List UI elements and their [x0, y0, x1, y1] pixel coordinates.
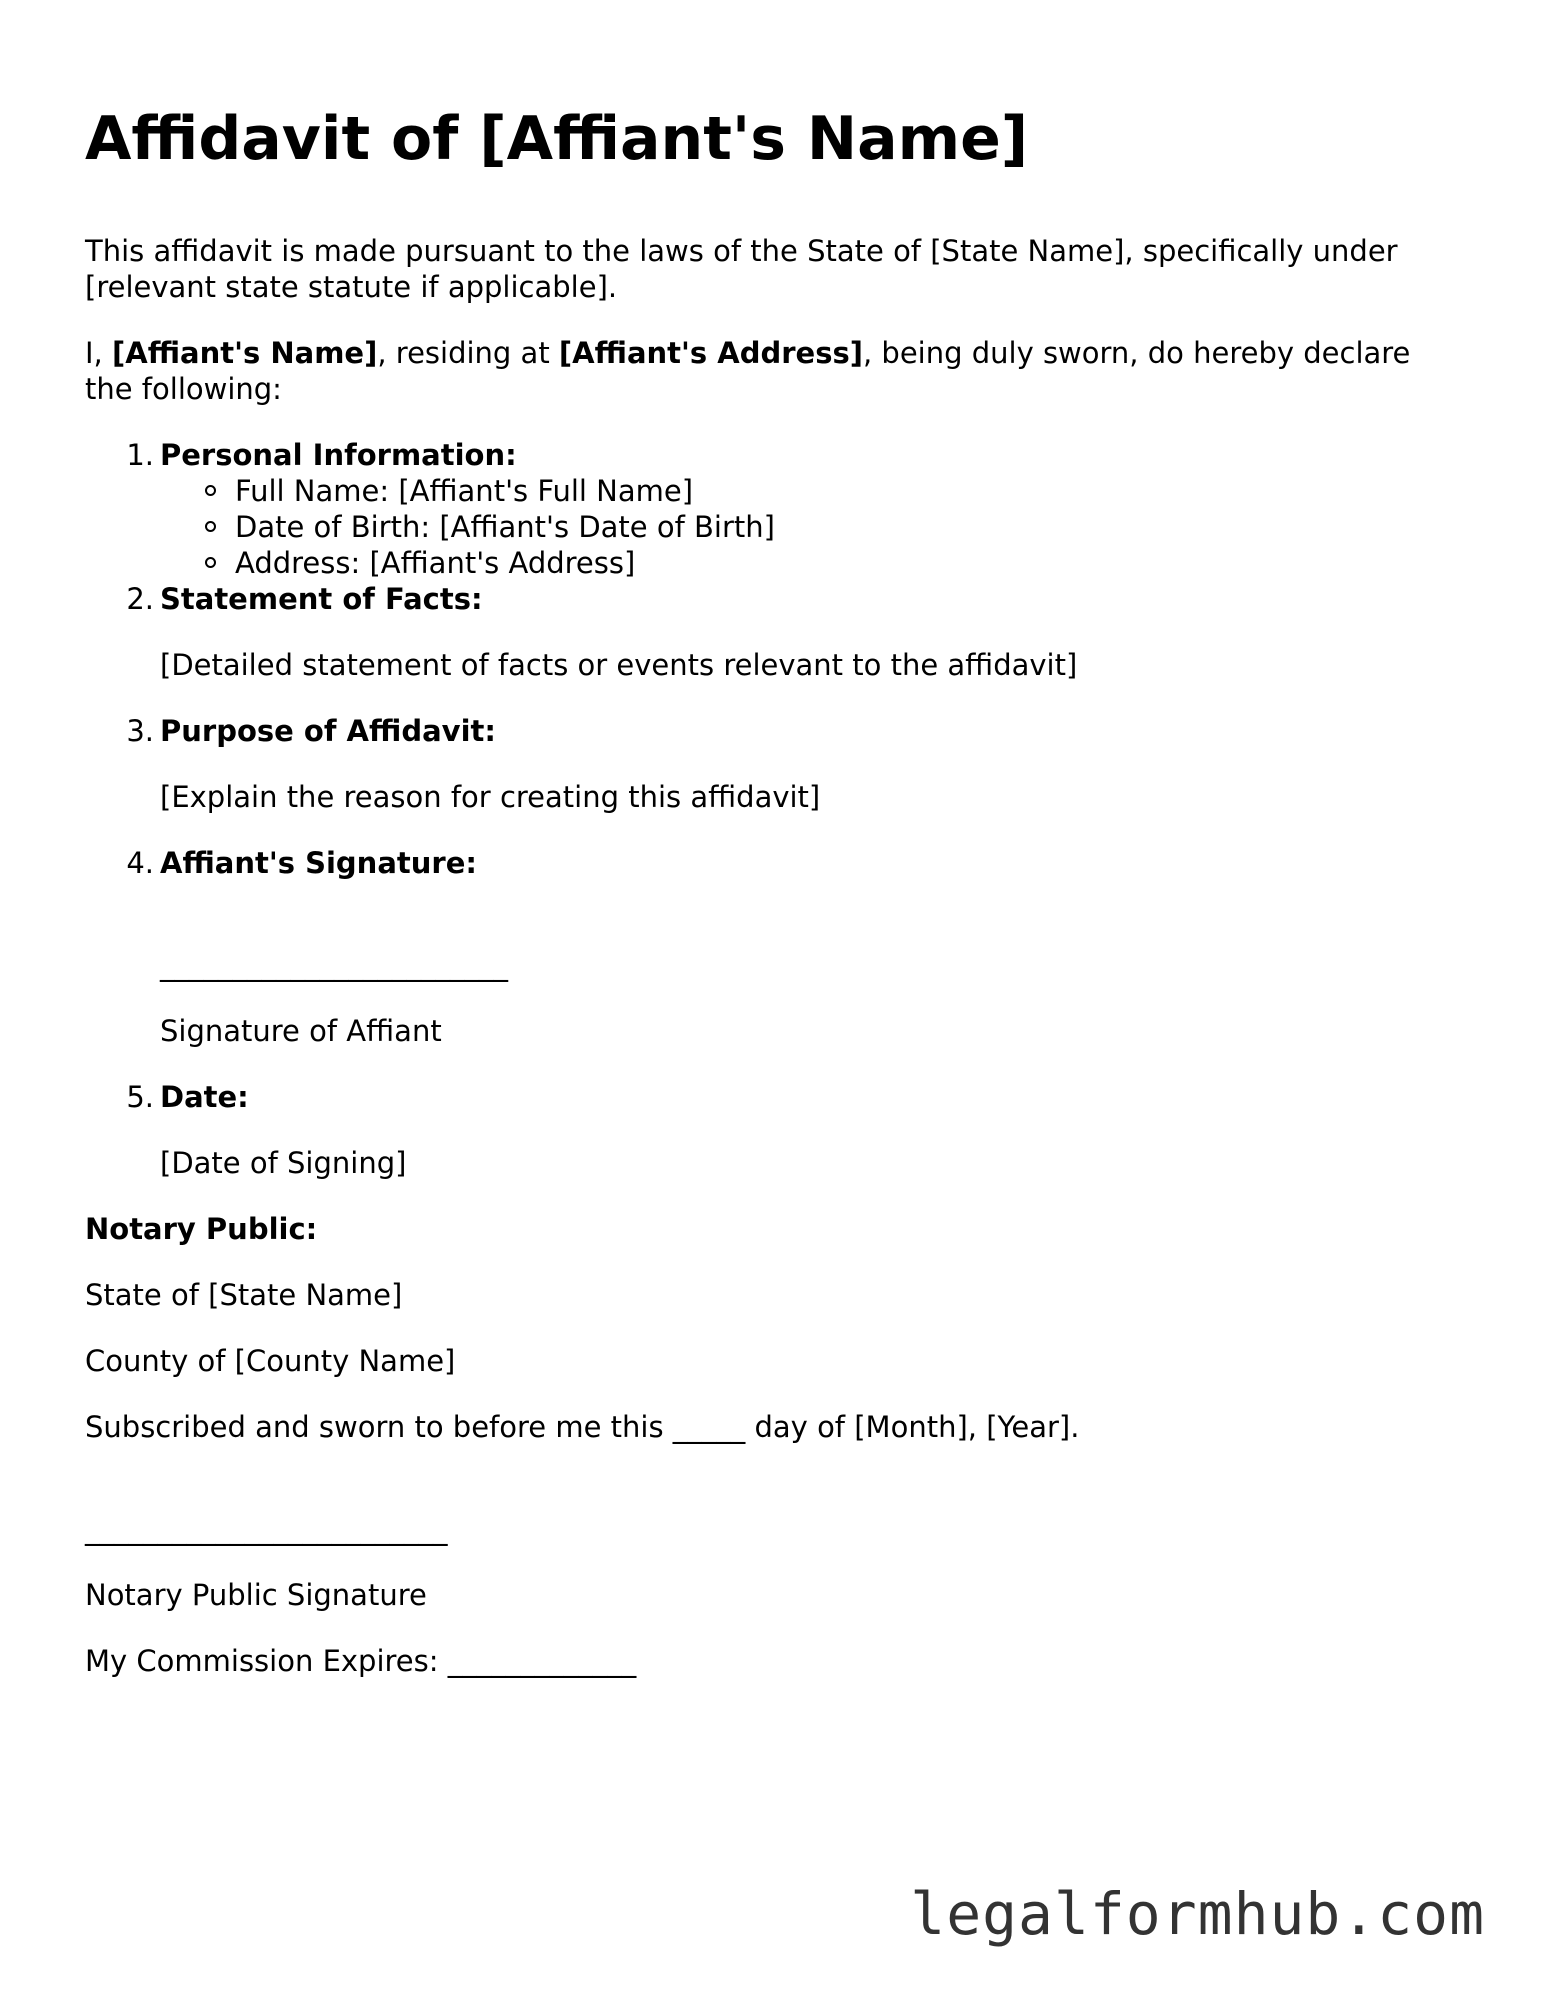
statement-of-facts-text: [Detailed statement of facts or events relevant to the affidavit]: [160, 648, 1078, 682]
notary-signature-label: Notary Public Signature: [85, 1578, 427, 1612]
circle-bullet-icon: [205, 557, 216, 568]
item-number: 3.: [126, 714, 154, 748]
notary-state: State of [State Name]: [85, 1278, 403, 1312]
notary-commission-expires: My Commission Expires: _____________: [85, 1644, 637, 1678]
affidavit-items-list: [85, 437, 1465, 1181]
affiant-name-placeholder: [Affiant's Name]: [112, 336, 378, 370]
bullet-address: Address: [Affiant's Address]: [235, 545, 1465, 581]
affiant-signature-line: ________________________: [160, 948, 508, 982]
list-item-affiant-signature: [126, 845, 1465, 1049]
intro-paragraph: This affidavit is made pursuant to the laws of the State of [State Name], specifically under [relevant state statute if applicable].: [85, 234, 1398, 304]
document-title: Affidavit of [Affiant's Name]: [85, 104, 1029, 174]
circle-bullet-icon: [205, 485, 216, 496]
declaration-middle: , residing at: [377, 336, 559, 370]
notary-heading: Notary Public:: [85, 1212, 318, 1246]
date-of-signing-text: [Date of Signing]: [160, 1146, 407, 1180]
declaration-suffix: , being duly sworn, do hereby declare the following:: [85, 336, 1411, 406]
circle-bullet-icon: [205, 521, 216, 532]
list-item-purpose: [126, 713, 1465, 815]
item-heading: Statement of Facts:: [160, 582, 483, 616]
declaration-prefix: I,: [85, 336, 112, 370]
item-number: 4.: [126, 846, 154, 880]
affidavit-document: [85, 100, 1465, 1709]
item-heading: Personal Information:: [160, 438, 517, 472]
brand-watermark: legalformhub.com: [910, 1880, 1485, 1948]
declaration-paragraph: [85, 335, 1465, 407]
item-heading: Purpose of Affidavit:: [160, 714, 496, 748]
purpose-text: [Explain the reason for creating this affidavit]: [160, 780, 821, 814]
list-item-date: [126, 1079, 1465, 1181]
personal-info-bullets: [160, 473, 1465, 581]
item-heading: Affiant's Signature:: [160, 846, 477, 880]
affiant-address-placeholder: [Affiant's Address]: [558, 336, 863, 370]
notary-signature-line: _________________________: [85, 1512, 448, 1546]
item-number: 5.: [126, 1080, 154, 1114]
list-item-personal-information: [126, 437, 1465, 581]
bullet-date-of-birth: Date of Birth: [Affiant's Date of Birth]: [235, 509, 1465, 545]
notary-county: County of [County Name]: [85, 1344, 456, 1378]
affiant-signature-caption: Signature of Affiant: [160, 1014, 442, 1048]
notary-sworn-statement: Subscribed and sworn to before me this _____ day of [Month], [Year].: [85, 1410, 1080, 1444]
list-item-statement-of-facts: [126, 581, 1465, 683]
item-number: 1.: [126, 438, 154, 472]
item-number: 2.: [126, 582, 154, 616]
bullet-full-name: Full Name: [Affiant's Full Name]: [235, 473, 1465, 509]
item-heading: Date:: [160, 1080, 249, 1114]
